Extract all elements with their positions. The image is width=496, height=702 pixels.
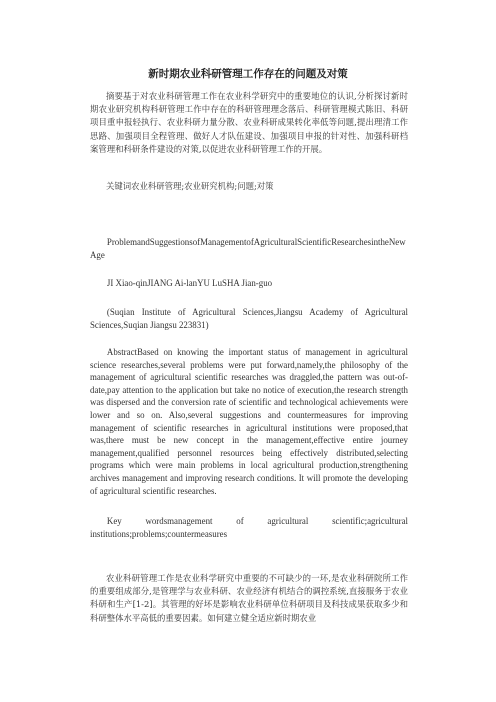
body-cn: 农业科研管理工作是农业科学研究中重要的不可缺少的一环,是农业科研院所工作的重要组成部分,是管理学与农业科研、农业经济有机结合的调控系统,直接服务于农业科研和生产[1-2]。其管理的好坏是影响农业科研单位科研项目及科技成果获取多少和科研整体水平高低的重要因素。如何建立健全适应新时期农业	[90, 573, 408, 623]
paper-title: 新时期农业科研管理工作存在的问题及对策	[148, 68, 348, 80]
authors-en: JI Xiao-qinJIANG Ai-lanYU LuSHA Jian-guo	[106, 278, 273, 288]
keywords-cn: 关键词农业科研管理;农业研究机构;问题;对策	[105, 181, 274, 191]
title-en: ProblemandSuggestionsofManagementofAgriculturalScientificResearchesintheNewAge	[90, 237, 406, 260]
abstract-cn: 摘要基于对农业科研管理工作在农业科学研究中的重要地位的认识,分析探讨新时期农业研究机构科研管理工作中存在的科研管理理念落后、科研管理模式陈旧、科研项目重申报轻执行、农业科研力量分散、农业科研成果转化率低等问题,提出理清工作思路、加强项目全程管理、做好人才队伍建设、加强项目申报的针对性、加强科研档案管理和科研条件建设的对策,以促进农业科研管理工作的开展。	[90, 91, 408, 154]
affiliation-en: (Suqian Institute of Agricultural Sciences,Jiangsu Academy of Agricultural Sciences,Suqian Jiangsu 223831)	[90, 307, 408, 330]
keywords-en: Key wordsmanagement of agricultural scientific;agricultural institutions;problems;countermeasures	[90, 516, 408, 539]
abstract-en: AbstractBased on knowing the important status of management in agricultural science researches,several problems were put forward,namely,the philosophy of the management of agricultural scientific researches was draggled,the pattern was out-of-date,pay attention to the application but take no notice of execution,the research strength was dispersed and the conversion rate of scientific and technological achievements were lower and so on. Also,several suggestions and countermeasures for improving management of scientific researches in agricultural institutions were proposed,that was,there must be new concept in the management,effective entire journey management,qualified personnel resources being effectively distributed,selecting programs which were main problems in local agricultural production,strengthening archives management and improving research conditions. It will promote the developing of agricultural scientific researches.	[90, 347, 408, 496]
